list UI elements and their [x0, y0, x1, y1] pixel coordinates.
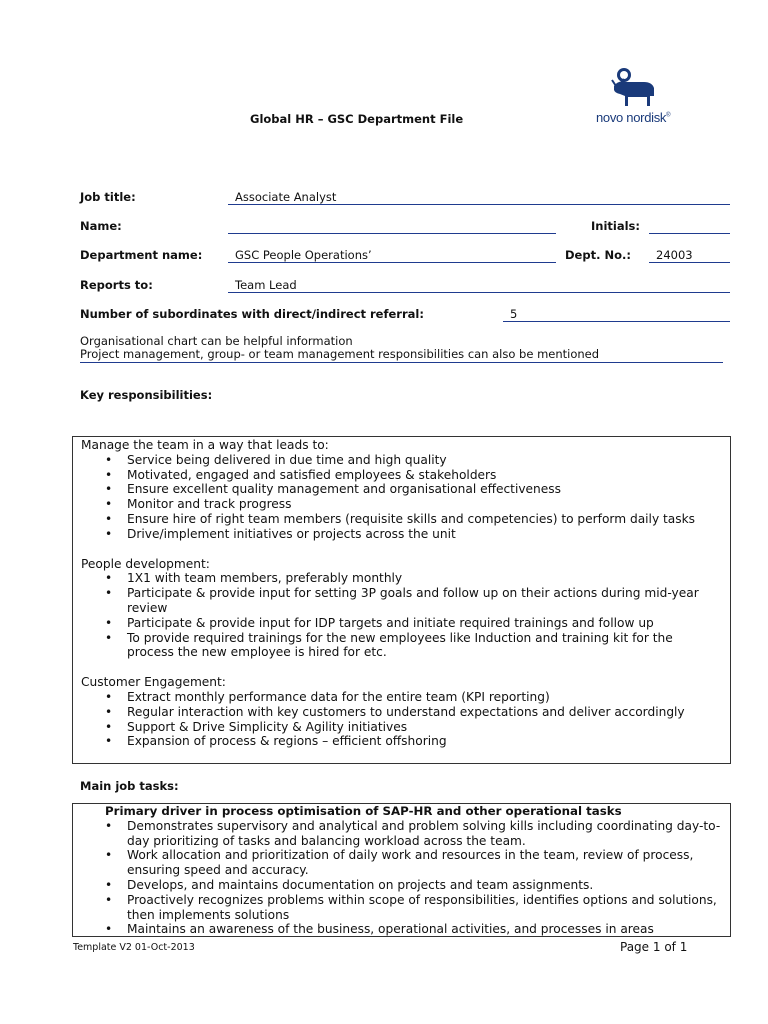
reports-to-value[interactable]: Team Lead — [235, 278, 297, 292]
note-underline — [80, 362, 723, 363]
list-item: • Service being delivered in due time and high quality — [127, 453, 722, 468]
section-intro: People development: — [81, 556, 210, 571]
main-tasks-list — [81, 819, 722, 937]
page-number: Page 1 of 1 — [620, 940, 688, 954]
list-item: • Drive/implement initiatives or projects across the unit — [127, 527, 722, 542]
manage-team-list — [81, 453, 722, 542]
department-label: Department name: — [80, 248, 203, 262]
subordinates-value[interactable]: 5 — [510, 307, 518, 321]
main-tasks-box — [72, 803, 731, 937]
section-intro: Manage the team in a way that leads to: — [81, 438, 329, 452]
dept-no-label: Dept. No.: — [565, 248, 631, 262]
key-responsibilities-heading: Key responsibilities: — [80, 388, 213, 402]
list-item: • Motivated, engaged and satisfied employees & stakeholders — [127, 468, 722, 483]
people-development-list — [81, 571, 722, 660]
list-item: • Ensure excellent quality management and organisational effectiveness — [127, 482, 722, 497]
reports-to-underline — [228, 292, 730, 293]
customer-engagement-list — [81, 690, 722, 749]
job-title-value[interactable]: Associate Analyst — [235, 190, 337, 204]
section-intro: Customer Engagement: — [81, 675, 226, 690]
key-responsibilities-content — [81, 438, 722, 749]
dept-no-underline — [649, 262, 730, 263]
list-item: • Regular interaction with key customers to understand expectations and deliver accordingly — [127, 705, 722, 720]
list-item: • Extract monthly performance data for the entire team (KPI reporting) — [127, 690, 722, 705]
org-chart-note: Organisational chart can be helpful information — [80, 334, 353, 348]
initials-label: Initials: — [591, 219, 640, 233]
subordinates-underline — [503, 321, 730, 322]
initials-underline — [649, 233, 730, 234]
list-item: • Proactively recognizes problems within scope of responsibilities, identifies options and solutions, then implements solutions — [127, 893, 722, 923]
list-item: • Participate & provide input for IDP targets and initiate required trainings and follow up — [127, 616, 722, 631]
list-item: • Support & Drive Simplicity & Agility initiatives — [127, 720, 722, 735]
reports-to-label: Reports to: — [80, 278, 153, 292]
document-title: Global HR – GSC Department File — [250, 112, 464, 126]
list-item: • To provide required trainings for the new employees like Induction and training kit for the process the new employee is hired for etc. — [127, 631, 722, 661]
department-underline — [228, 262, 556, 263]
department-value[interactable]: GSC People Operations’ — [235, 248, 372, 262]
list-item: • Ensure hire of right team members (requisite skills and competencies) to perform daily tasks — [127, 512, 722, 527]
template-version: Template V2 01-Oct-2013 — [73, 942, 195, 953]
management-note: Project management, group- or team management responsibilities can also be mentioned — [80, 347, 600, 361]
registered-mark: ® — [666, 112, 671, 119]
job-title-underline — [228, 204, 730, 205]
logo-wordmark — [596, 110, 670, 125]
list-item: • Demonstrates supervisory and analytical and problem solving kills including coordinating day-to-day prioritizing of tasks and balancing workload across the team. — [127, 819, 722, 849]
main-tasks-content — [81, 804, 722, 937]
main-tasks-heading: Main job tasks: — [80, 779, 179, 793]
logo-text: novo nordisk — [596, 110, 667, 125]
dept-no-value[interactable]: 24003 — [656, 248, 693, 262]
list-item: • 1X1 with team members, preferably monthly — [127, 571, 722, 586]
name-label: Name: — [80, 219, 122, 233]
list-item: • Work allocation and prioritization of daily work and resources in the team, review of process, ensuring speed and accuracy. — [127, 848, 722, 878]
list-item: • Expansion of process & regions – efficient offshoring — [127, 734, 722, 749]
main-tasks-lead: Primary driver in process optimisation of SAP-HR and other operational tasks — [105, 804, 622, 818]
list-item: • Participate & provide input for setting 3P goals and follow up on their actions during mid-year review — [127, 586, 722, 616]
list-item: • Develops, and maintains documentation on projects and team assignments. — [127, 878, 722, 893]
list-item: • Maintains an awareness of the business, operational activities, and processes in areas — [127, 922, 722, 937]
name-underline — [228, 233, 556, 234]
key-responsibilities-box — [72, 436, 731, 764]
job-title-label: Job title: — [80, 190, 136, 204]
list-item: • Monitor and track progress — [127, 497, 722, 512]
apis-bull-icon — [596, 66, 686, 112]
subordinates-label: Number of subordinates with direct/indirect referral: — [80, 307, 424, 321]
